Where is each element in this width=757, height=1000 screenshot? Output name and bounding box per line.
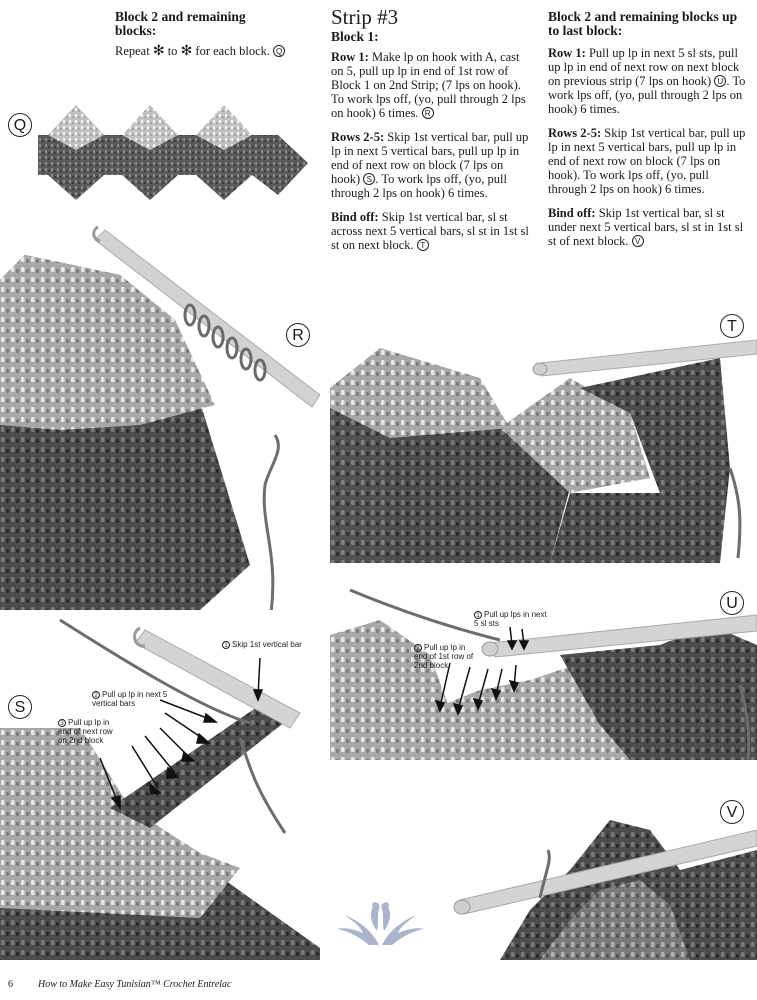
right-row1-text: Pull up lp in next 5 sl sts, pull up lp in end of next row on next block on previous strip (7 lps on hook) [548, 46, 740, 88]
annotation-text: Skip 1st vertical bar [232, 640, 302, 649]
right-column [548, 10, 748, 258]
right-row1-para: Row 1: Pull up lp in next 5 sl sts, pull up lp in end of next row on next block on previous strip (7 lps on hook) U . To work lps off, (yo, pull through 2 lps on hook) 6 times. [548, 46, 746, 116]
crochet-hook-icon [533, 340, 757, 376]
photo-badge-v: V [720, 800, 744, 824]
annotation-text: Pull up lp in end of 1st row of 2nd block [414, 643, 474, 670]
annotation-s-2 [92, 690, 172, 708]
annotation-number: 1 [474, 611, 482, 619]
asterisk-icon: ✻ [180, 43, 193, 59]
mid-rows25-para: Rows 2-5: Skip 1st vertical bar, pull up lp in next 5 vertical bars, pull up lp in end of next row on block (7 lps on hook) S . To work lps off, (yo, pull through 2 lps on hook) 6 times. [331, 130, 529, 200]
right-bind-label: Bind off: [548, 206, 596, 220]
annotation-text: Pull up lp in next 5 vertical bars [92, 690, 168, 708]
right-row1-tail: To work lps off, (yo, pull through 2 lps on hook) 6 times. [548, 74, 746, 116]
bind-text: Skip 1st vertical bar, sl st across next 5 vertical bars, sl st in 1st sl st on next block. [331, 210, 529, 252]
repeat-to-text: to [167, 44, 178, 58]
right-rows25-para [548, 126, 748, 196]
photo-badge-s: S [8, 695, 32, 719]
annotation-number: 3 [58, 719, 66, 727]
mid-row1-para [331, 50, 531, 120]
rows25-text: Skip 1st vertical bar, pull up lp in next 5 vertical bars, pull up lp in end of next row on block (7 lps on hook) [331, 130, 529, 186]
annotation-text: Pull up lp in end of next row on 2nd block [58, 718, 113, 745]
middle-column [331, 6, 531, 262]
badge-inline-u: U [714, 75, 726, 87]
badge-inline-q: Q [273, 45, 285, 57]
photo-badge-r: R [286, 323, 310, 347]
row1-label: Row 1: [331, 50, 369, 64]
block-1-heading: Block 1: [331, 29, 379, 44]
photo-r [0, 225, 320, 610]
book-title: How to Make Easy Tunisian™ Crochet Entrelac [38, 979, 232, 990]
photo-badge-u: U [720, 591, 744, 615]
mid-bind-para [331, 210, 531, 252]
left-heading-text: Block 2 and remaining blocks: [115, 9, 246, 38]
entrelac-strip-photo-q [38, 95, 313, 205]
entrelac-diagram [38, 95, 313, 205]
right-rows25-text: Skip 1st vertical bar, pull up lp in next 5 vertical bars, pull up lp in end of next row on block (7 lps on hook). To work lps off, (yo, pull through 2 lps on hook) 6 times. [548, 126, 746, 196]
left-heading [115, 10, 285, 38]
bind-label: Bind off: [331, 210, 379, 224]
row1-text: Make lp on hook with A, cast on 5, pull up lp in end of 1st row of Block 1 on 2nd Strip; (7 lps on hook). To work lps off, (yo, pull through 2 lps on hook) 6 times. [331, 50, 526, 120]
photo-t [330, 318, 757, 563]
page-footer [8, 979, 231, 990]
photo-badge-q: Q [8, 113, 32, 137]
annotation-text: Pull up lps in next 5 sl sts [474, 610, 547, 628]
right-bind-text: Skip 1st vertical bar, sl st under next 5 vertical bars, sl st in 1st sl st of next block. [548, 206, 744, 248]
left-repeat-line [115, 44, 315, 58]
swan-logo-icon [333, 893, 428, 953]
right-bind-para [548, 206, 748, 248]
repeat-post-text: for each block. [195, 44, 271, 58]
right-rows25-label: Rows 2-5: [548, 126, 602, 140]
asterisk-icon: ✻ [152, 43, 165, 59]
rows25-label: Rows 2-5: [331, 130, 385, 144]
badge-inline-r: R [422, 107, 434, 119]
photo-badge-t: T [720, 314, 744, 338]
photo-v [440, 810, 757, 960]
repeat-pre-text: Repeat [115, 44, 150, 58]
badge-inline-v: V [632, 235, 644, 247]
rows25-tail: To work lps off, (yo, pull through 2 lps on hook) 6 times. [331, 172, 507, 200]
annotation-number: 2 [92, 691, 100, 699]
badge-inline-s: S [363, 173, 375, 185]
page-number: 6 [8, 979, 13, 990]
annotation-s-1 [222, 640, 322, 649]
photo-s [0, 618, 320, 960]
annotation-number: 1 [222, 641, 230, 649]
strip-title: Strip #3 [331, 5, 399, 29]
annotation-s-3 [58, 718, 118, 745]
right-row1-label: Row 1: [548, 46, 586, 60]
right-heading: Block 2 and remaining blocks up to last block: [548, 9, 738, 38]
annotation-u-2 [414, 643, 474, 670]
badge-inline-t: T [417, 239, 429, 251]
annotation-number: 2 [414, 644, 422, 652]
annotation-u-1 [474, 610, 549, 628]
